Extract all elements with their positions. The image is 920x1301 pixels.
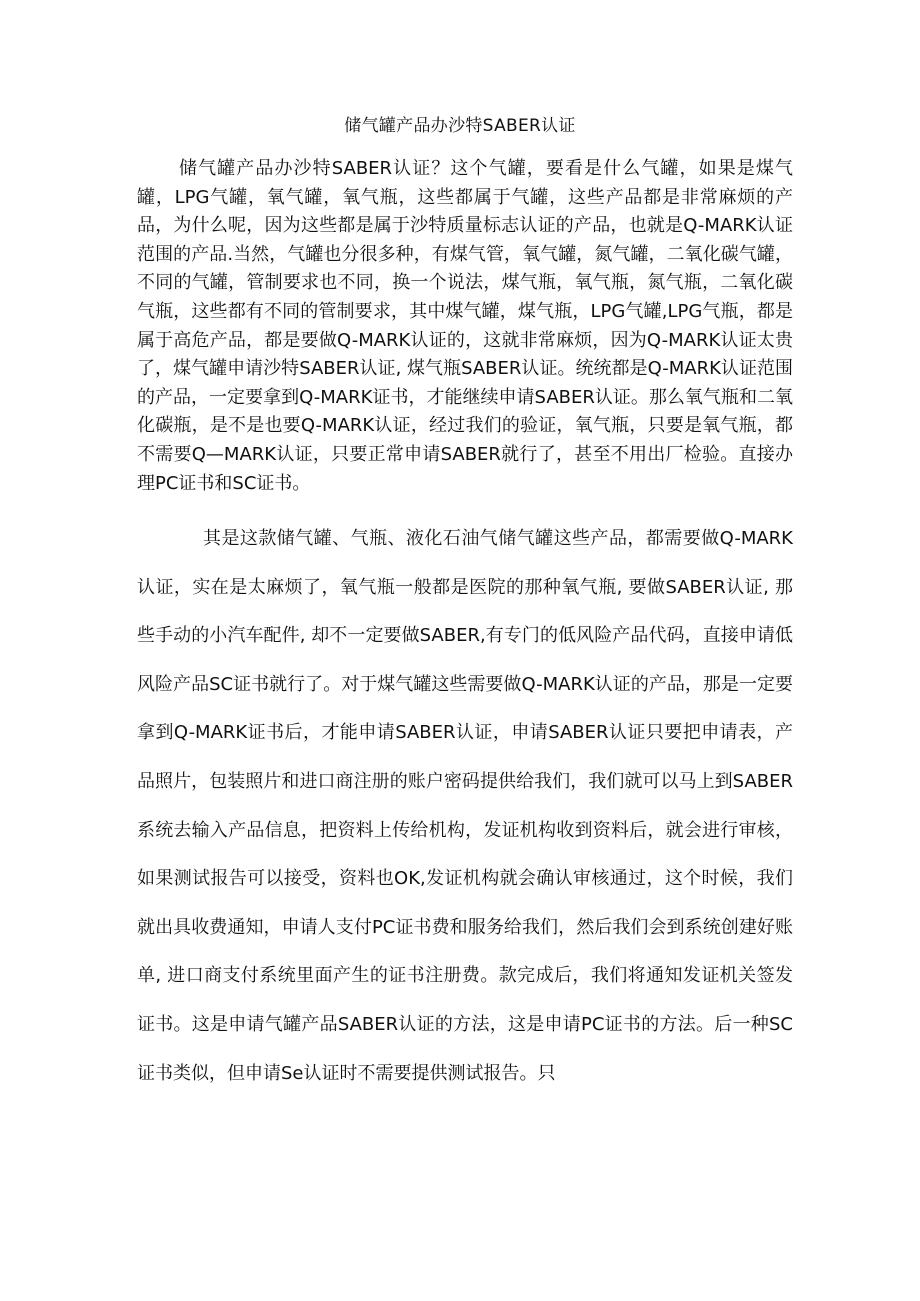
document-title: 储气罐产品办沙特SABER认证 xyxy=(344,116,576,136)
paragraph-1: 储气罐产品办沙特SABER认证？这个气罐，要看是什么气罐，如果是煤气罐，LPG气罐，氧气罐，氧气瓶，这些都属于气罐，这些产品都是非常麻烦的产品，为什么呢，因为这些都是属于沙特质量标志认证的产品，也就是Q-MARK认证范围的产品.当然，气罐也分很多种，有煤气管，氧气罐，氮气罐，二氧化碳气罐，不同的气罐，管制要求也不同，换一个说法，煤气瓶，氧气瓶，氮气瓶，二氧化碳气瓶，这些都有不同的管制要求，其中煤气罐，煤气瓶，LPG气罐,LPG气瓶，都是属于高危产品，都是要做Q-MARK认证的，这就非常麻烦，因为Q-MARK认证太贵了，煤气罐申请沙特SABER认证, 煤气瓶SABER认证。统统都是Q-MARK认证范围的产品，一定要拿到Q-MARK证书，才能继续申请SABER认证。那么氧气瓶和二氧化碳瓶，是不是也要Q-MARK认证，经过我们的验证，氧气瓶，只要是氧气瓶，都不需要Q—MARK认证，只要正常申请SABER就行了，甚至不用出厂检验。直接办理PC证书和SC证书。 xyxy=(137,158,793,494)
paragraph-2: 其是这款储气罐、气瓶、液化石油气储气罐这些产品，都需要做Q-MARK认证，实在是太麻烦了，氧气瓶一般都是医院的那种氧气瓶, 要做SABER认证, 那些手动的小汽车配件, 却不一定要做SABER,有专门的低风险产品代码，直接申请低风险产品SC证书就行了。对于煤气罐这些需要做Q-MARK认证的产品，那是一定要拿到Q-MARK证书后，才能申请SABER认证，申请SABER认证只要把申请表，产品照片，包装照片和进口商注册的账户密码提供给我们，我们就可以马上到SABER系统去输入产品信息，把资料上传给机构，发证机构收到资料后，就会进行审核，如果测试报告可以接受，资料也OK,发证机构就会确认审核通过，这个时候，我们就出具收费通知，申请人支付PC证书费和服务给我们，然后我们会到系统创建好账单, 进口商支付系统里面产生的证书注册费。款完成后，我们将通知发证机关签发证书。这是申请气罐产品SABER认证的方法，这是申请PC证书的方法。后一种SC证书类似，但申请Se认证时不需要提供测试报告。只 xyxy=(137,528,793,1084)
